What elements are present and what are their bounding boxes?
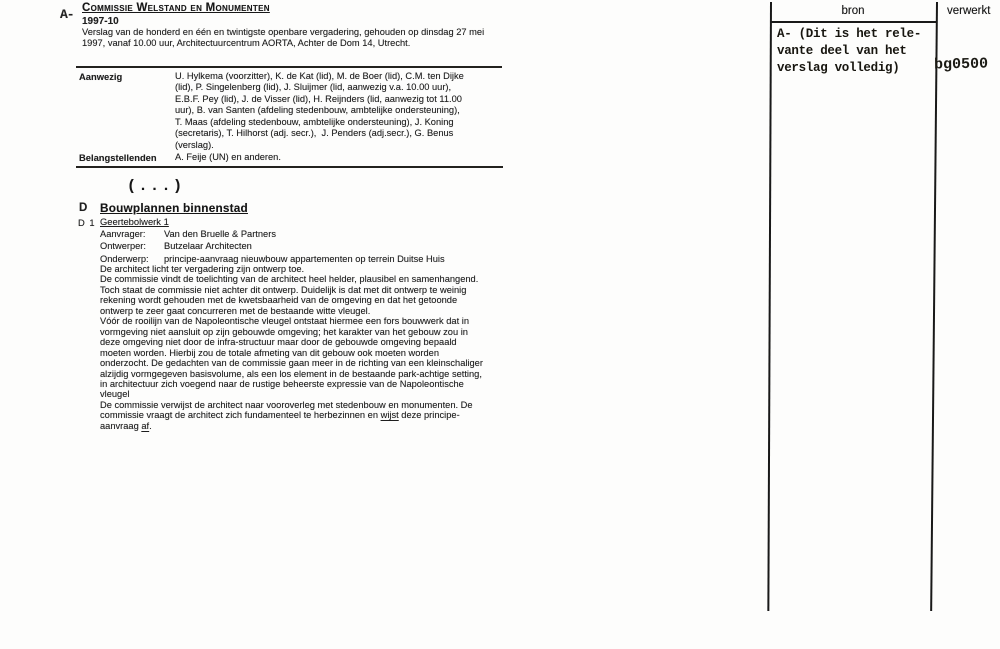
text-line: 1997, vanaf 10.00 uur, Architectuurcentrum AORTA, Achter de Dom 14, Utrecht. [82, 38, 411, 49]
item-fields [100, 229, 445, 267]
column-header-verwerkt: verwerkt [947, 5, 991, 17]
margin-source-code: A- [60, 7, 74, 22]
agenda-item-code: D 1 [78, 217, 96, 228]
interested-label: Belangstellenden [79, 151, 157, 163]
field-label: Onderwerp: [100, 253, 149, 264]
processed-code: bg0500 [933, 55, 989, 74]
section-letter: D [79, 202, 88, 214]
text-line: in architectuur zich voegend naar de rustige beheerste expressie van de Napoleontische [100, 378, 464, 389]
table-header-rule [771, 21, 936, 23]
interested-value: A. Feije (UN) en anderen. [175, 151, 281, 162]
field-value: Van den Bruelle & Partners [164, 228, 276, 239]
field-value: Butzelaar Architecten [164, 241, 252, 252]
text-line: (verslag). [175, 140, 214, 151]
field-label: Ontwerper: [100, 241, 146, 252]
document-title: Commissie Welstand en Monumenten [82, 2, 270, 14]
text-line: ontwerp te zeer gaat concurreren met de bestaande witte vleugel. [100, 305, 371, 316]
text-line: Vóór de rooilijn van de Napoleontische vleugel ontstaat hiermee een fors bouwwerk dat in [100, 316, 469, 327]
text-line: E.B.F. Pey (lid), J. de Visser (lid), H. Reijnders (lid, aanwezig tot 11.00 [175, 93, 462, 104]
text-line: T. Maas (afdeling stedenbouw, ambtelijke ondersteuning), J. Koning [175, 116, 454, 127]
text-line: uur), B. van Santen (afdeling stedenbouw, ambtelijke ondersteuning), [175, 105, 460, 116]
text-line: vante deel van het [777, 44, 907, 58]
divider-rule-top [76, 66, 502, 68]
text-line: Verslag van de honderd en één en twintigste openbare vergadering, gehouden op dinsdag 27 mei [82, 26, 485, 37]
text-line: vleugel [100, 389, 130, 400]
text-line: alzijdig vormgegeven basisvolume, als een los element in de bestaande park-achtige setting, [100, 368, 482, 379]
meeting-number: 1997-10 [82, 16, 119, 27]
text-line: Toch staat de commissie niet achter dit ontwerp. Duidelijk is dat met dit ontwerp te weinig [100, 284, 467, 295]
text-line: rekening wordt gehouden met de kwetsbaarheid van de omgeving en dat het getoonde [100, 295, 458, 306]
text-line: verslag volledig) [777, 61, 900, 75]
divider-rule-middle [76, 166, 503, 168]
text-line: De commissie verwijst de architect naar vooroverleg met stedenbouw en monumenten. De [100, 399, 473, 410]
text-line: moeten worden. Hierbij zou de totale afmeting van dit gebouw ook moeten worden [100, 347, 440, 358]
text-line: vormgeving niet aansluit op zijn gebouwde omgeving; het karakter van het gebouw zou in [100, 326, 468, 337]
agenda-item-title: Geertebolwerk 1 [100, 216, 169, 227]
text-line: De commissie vindt de toelichting van de architect heel helder, plausibel en samenhangend. [100, 274, 479, 285]
advice-paragraph [100, 264, 483, 431]
present-list [175, 71, 464, 152]
section-title: Bouwplannen binnenstad [100, 201, 248, 215]
text-line: De architect licht ter vergadering zijn ontwerp toe. [100, 264, 305, 274]
field-label: Aanvrager: [100, 228, 146, 239]
text-line: U. Hylkema (voorzitter), K. de Kat (lid), M. de Boer (lid), C.M. ten Dijke [175, 70, 464, 81]
text-line: A- (Dit is het rele- [777, 27, 922, 41]
field-row [100, 229, 445, 242]
text-line: (lid), P. Singelenberg (lid), J. Sluijmer (lid, aanwezig v.a. 10.00 uur), [175, 82, 452, 93]
text-line: aanvraag af. [100, 420, 152, 431]
table-column-divider [930, 2, 938, 611]
field-row [100, 241, 445, 254]
text-line: (secretaris), T. Hilhorst (adj. secr.), J. Penders (adj.secr.), G. Benus [175, 128, 454, 139]
omission-mark: (...) [127, 178, 185, 195]
meeting-intro [82, 27, 484, 50]
typewritten-source-note [777, 26, 921, 77]
field-value: principe-aanvraag nieuwbouw appartementen op terrein Duitse Huis [164, 253, 445, 264]
text-line: commissie vraagt de architect zich fundamenteel te herbezinnen en wijst deze principe- [100, 410, 460, 421]
table-border-left [767, 2, 772, 611]
present-label: Aanwezig [79, 71, 123, 82]
text-line: onderzocht. De gedachten van de commissie gaan meer in de richting van een kleinschaliger [100, 358, 483, 369]
text-line: deze omgeving niet door de infra-structuur maar door de gebouwde omgeving bepaald [100, 337, 457, 348]
column-header-bron: bron [841, 5, 865, 17]
